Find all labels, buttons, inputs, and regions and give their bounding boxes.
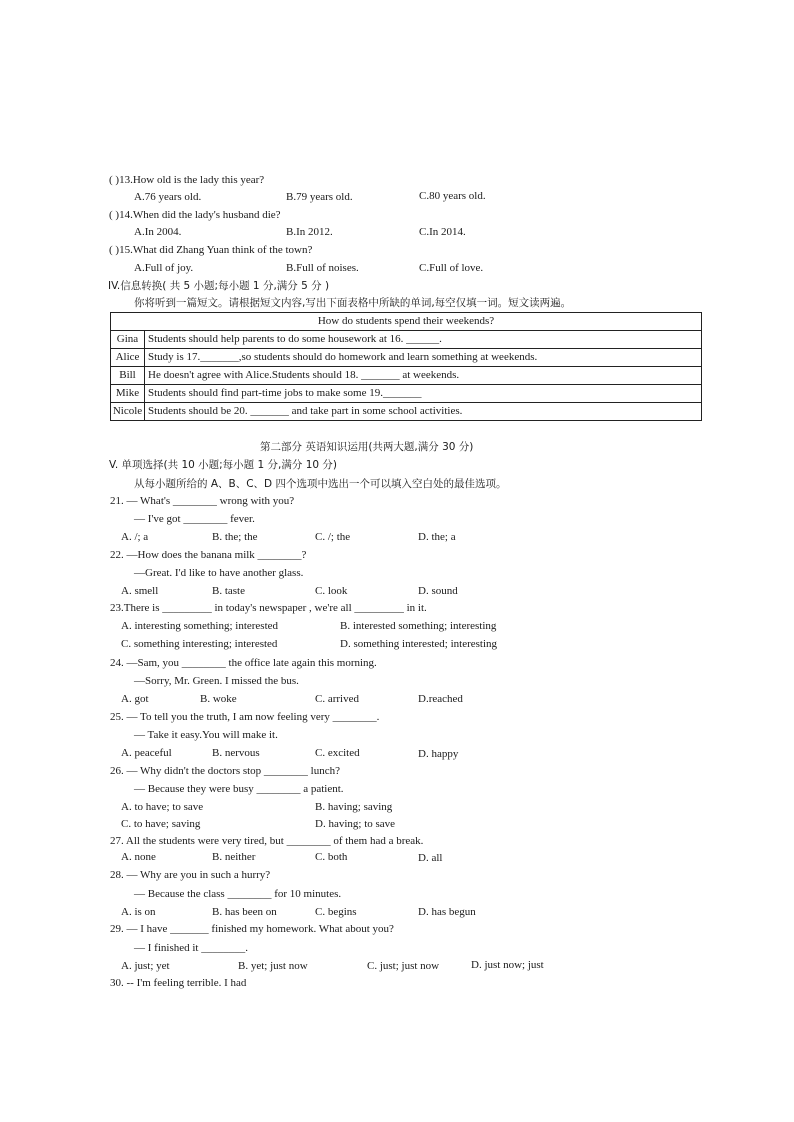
question-21-option-a: A. /; a <box>121 531 149 543</box>
question-29-option-c: C. just; just now <box>367 960 440 972</box>
question-23-option-b: B. interested something; interesting <box>340 620 497 632</box>
question-22-option-a: A. smell <box>121 585 159 597</box>
info-transfer-table <box>110 312 702 421</box>
question-14-stem: ( )14.When did the lady's husband die? <box>109 209 281 221</box>
table-row <box>111 403 702 421</box>
question-15-option-c: C.Full of love. <box>419 262 484 274</box>
question-27-option-a: A. none <box>121 851 156 863</box>
section-4-title: IV.信息转换( 共 5 小题;每小题 1 分,满分 5 分 ) <box>108 280 330 292</box>
row-name: Mike <box>111 385 145 403</box>
question-24-option-b: B. woke <box>200 693 237 705</box>
row-text: Students should help parents to do some housework at 16. ______. <box>145 331 702 349</box>
table-row <box>111 331 702 349</box>
question-22-line-2: —Great. I'd like to have another glass. <box>134 567 304 579</box>
question-24-option-c: C. arrived <box>315 693 359 705</box>
question-15-option-a: A.Full of joy. <box>134 262 194 274</box>
question-28-option-d: D. has begun <box>418 906 476 918</box>
table-header-row <box>111 313 702 331</box>
question-23-option-a: A. interesting something; interested <box>121 620 279 632</box>
table-row <box>111 367 702 385</box>
question-22-option-d: D. sound <box>418 585 458 597</box>
question-29-line-1: 29. — I have _______ finished my homework. What about you? <box>110 923 394 935</box>
table-row <box>111 349 702 367</box>
question-25-option-d: D. happy <box>418 748 459 760</box>
row-text: Students should be 20. _______ and take part in some school activities. <box>145 403 702 421</box>
section-5-instruction: 从每小题所给的 A、B、C、D 四个选项中选出一个可以填入空白处的最佳选项。 <box>134 478 507 490</box>
question-26-option-a: A. to have; to save <box>121 801 204 813</box>
question-22-option-b: B. taste <box>212 585 245 597</box>
section-5-title: V. 单项选择(共 10 小题;每小题 1 分,满分 10 分) <box>109 459 338 471</box>
question-28-line-2: — Because the class ________ for 10 minutes. <box>134 888 342 900</box>
question-28-option-c: C. begins <box>315 906 357 918</box>
question-25-line-2: — Take it easy.You will make it. <box>134 729 278 741</box>
question-23-option-c: C. something interesting; interested <box>121 638 278 650</box>
question-23-line-1: 23.There is _________ in today's newspaper , we're all _________ in it. <box>110 602 427 614</box>
question-14-option-b: B.In 2012. <box>286 226 333 238</box>
table-header: How do students spend their weekends? <box>111 313 702 331</box>
question-30-line-1: 30. -- I'm feeling terrible. I had <box>110 977 247 989</box>
question-22-line-1: 22. —How does the banana milk ________? <box>110 549 307 561</box>
row-text: He doesn't agree with Alice.Students should 18. _______ at weekends. <box>145 367 702 385</box>
question-24-line-2: —Sorry, Mr. Green. I missed the bus. <box>134 675 299 687</box>
question-25-option-a: A. peaceful <box>121 747 172 759</box>
question-13-option-b: B.79 years old. <box>286 191 353 203</box>
question-15-stem: ( )15.What did Zhang Yuan think of the town? <box>109 244 313 256</box>
question-26-option-c: C. to have; saving <box>121 818 201 830</box>
question-29-option-d: D. just now; just <box>471 959 544 971</box>
question-14-option-a: A.In 2004. <box>134 226 182 238</box>
question-25-line-1: 25. — To tell you the truth, I am now feeling very ________. <box>110 711 380 723</box>
row-name: Bill <box>111 367 145 385</box>
row-text: Students should find part-time jobs to make some 19._______ <box>145 385 702 403</box>
question-23-option-d: D. something interested; interesting <box>340 638 498 650</box>
section-4-instruction: 你将听到一篇短文。请根据短文内容,写出下面表格中所缺的单词,每空仅填一词。短文读两遍。 <box>134 297 572 309</box>
row-name: Alice <box>111 349 145 367</box>
question-13-stem: ( )13.How old is the lady this year? <box>109 174 265 186</box>
question-24-option-d: D.reached <box>418 693 463 705</box>
question-29-option-b: B. yet; just now <box>238 960 308 972</box>
question-21-line-1: 21. — What's ________ wrong with you? <box>110 495 295 507</box>
question-22-option-c: C. look <box>315 585 348 597</box>
question-24-option-a: A. got <box>121 693 149 705</box>
question-14-option-c: C.In 2014. <box>419 226 466 238</box>
question-15-option-b: B.Full of noises. <box>286 262 359 274</box>
row-text: Study is 17._______,so students should do homework and learn something at weekends. <box>145 349 702 367</box>
question-21-option-d: D. the; a <box>418 531 456 543</box>
question-13-option-a: A.76 years old. <box>134 191 202 203</box>
question-26-option-b: B. having; saving <box>315 801 393 813</box>
question-21-option-c: C. /; the <box>315 531 351 543</box>
question-21-line-2: — I've got ________ fever. <box>134 513 255 525</box>
question-27-option-b: B. neither <box>212 851 256 863</box>
question-26-line-2: — Because they were busy ________ a patient. <box>134 783 344 795</box>
table-row <box>111 385 702 403</box>
row-name: Nicole <box>111 403 145 421</box>
row-name: Gina <box>111 331 145 349</box>
question-24-line-1: 24. —Sam, you ________ the office late again this morning. <box>110 657 377 669</box>
question-27-option-d: D. all <box>418 852 443 864</box>
question-27-option-c: C. both <box>315 851 348 863</box>
question-21-option-b: B. the; the <box>212 531 258 543</box>
question-29-option-a: A. just; yet <box>121 960 170 972</box>
question-27-line-1: 27. All the students were very tired, but ________ of them had a break. <box>110 835 424 847</box>
question-26-option-d: D. having; to save <box>315 818 396 830</box>
question-25-option-c: C. excited <box>315 747 360 759</box>
question-25-option-b: B. nervous <box>212 747 260 759</box>
question-26-line-1: 26. — Why didn't the doctors stop ________ lunch? <box>110 765 341 777</box>
question-28-line-1: 28. — Why are you in such a hurry? <box>110 869 271 881</box>
question-29-line-2: — I finished it ________. <box>134 942 248 954</box>
question-28-option-b: B. has been on <box>212 906 277 918</box>
part-2-title: 第二部分 英语知识运用(共两大题,满分 30 分) <box>260 441 474 453</box>
question-13-option-c: C.80 years old. <box>419 190 486 202</box>
question-28-option-a: A. is on <box>121 906 156 918</box>
